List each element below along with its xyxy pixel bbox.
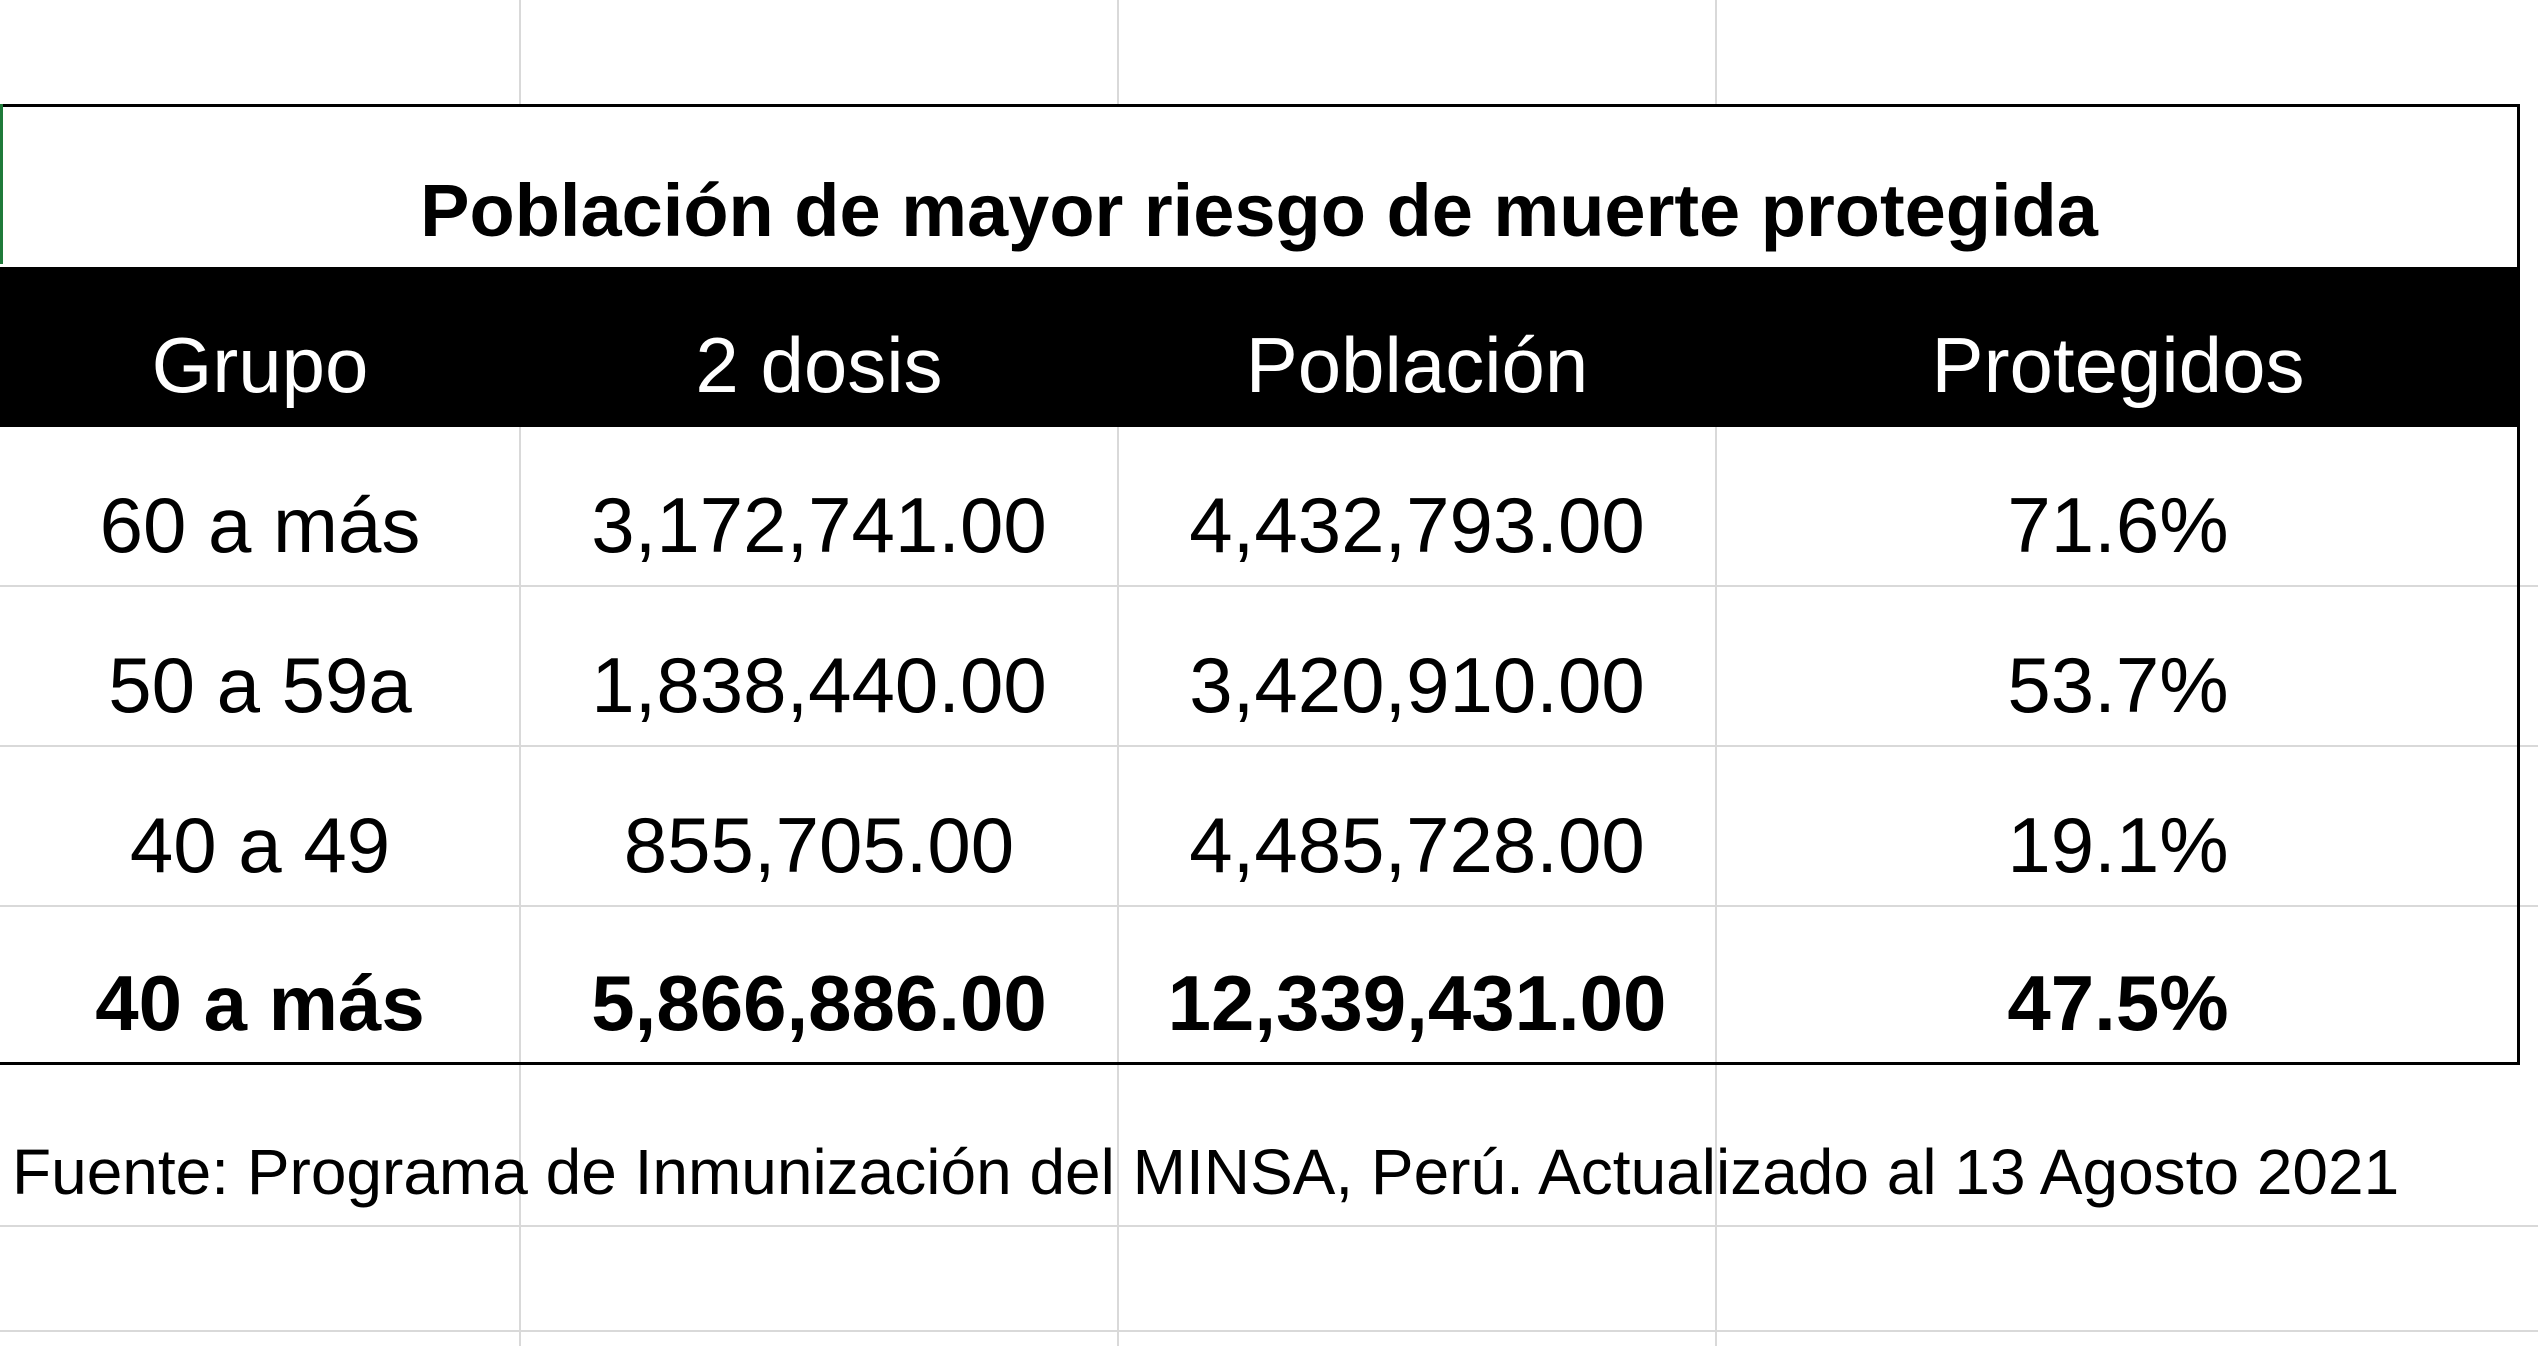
total-poblacion[interactable]: 12,339,431.00 bbox=[1167, 959, 1667, 1047]
cell-selection-indicator bbox=[0, 104, 3, 264]
table-header-row bbox=[0, 267, 2520, 427]
header-2-dosis[interactable]: 2 dosis bbox=[695, 321, 943, 409]
cell-grupo[interactable]: 40 a 49 bbox=[129, 801, 391, 889]
cell-grupo[interactable]: 60 a más bbox=[99, 481, 421, 569]
header-grupo[interactable]: Grupo bbox=[151, 321, 369, 409]
table-total-row bbox=[0, 905, 2520, 1065]
cell-protegidos[interactable]: 71.6% bbox=[2007, 481, 2229, 569]
gridline-row-5 bbox=[0, 1225, 2538, 1227]
table-row bbox=[0, 427, 2520, 587]
table-title[interactable] bbox=[0, 107, 2520, 267]
header-protegidos[interactable]: Protegidos bbox=[1931, 321, 2305, 409]
source-note[interactable]: Fuente: Programa de Inmunización del MINSA, Perú. Actualizado al 13 Agosto 2021 bbox=[12, 1136, 2400, 1208]
total-grupo[interactable]: 40 a más bbox=[95, 959, 425, 1047]
cell-protegidos[interactable]: 19.1% bbox=[2007, 801, 2229, 889]
cell-2-dosis[interactable]: 1,838,440.00 bbox=[591, 641, 1047, 729]
total-protegidos[interactable]: 47.5% bbox=[2007, 959, 2229, 1047]
table-row bbox=[0, 747, 2520, 907]
cell-poblacion[interactable]: 4,432,793.00 bbox=[1189, 481, 1645, 569]
table-row bbox=[0, 587, 2520, 747]
cell-poblacion[interactable]: 4,485,728.00 bbox=[1189, 801, 1645, 889]
cell-protegidos[interactable]: 53.7% bbox=[2007, 641, 2229, 729]
cell-2-dosis[interactable]: 3,172,741.00 bbox=[591, 481, 1047, 569]
table-title-text: Población de mayor riesgo de muerte protegida bbox=[420, 169, 2098, 252]
cell-poblacion[interactable]: 3,420,910.00 bbox=[1189, 641, 1645, 729]
cell-grupo[interactable]: 50 a 59a bbox=[108, 641, 412, 729]
total-2-dosis[interactable]: 5,866,886.00 bbox=[591, 959, 1047, 1047]
header-poblacion[interactable]: Población bbox=[1245, 321, 1589, 409]
cell-2-dosis[interactable]: 855,705.00 bbox=[623, 801, 1015, 889]
gridline-row-6 bbox=[0, 1330, 2538, 1332]
